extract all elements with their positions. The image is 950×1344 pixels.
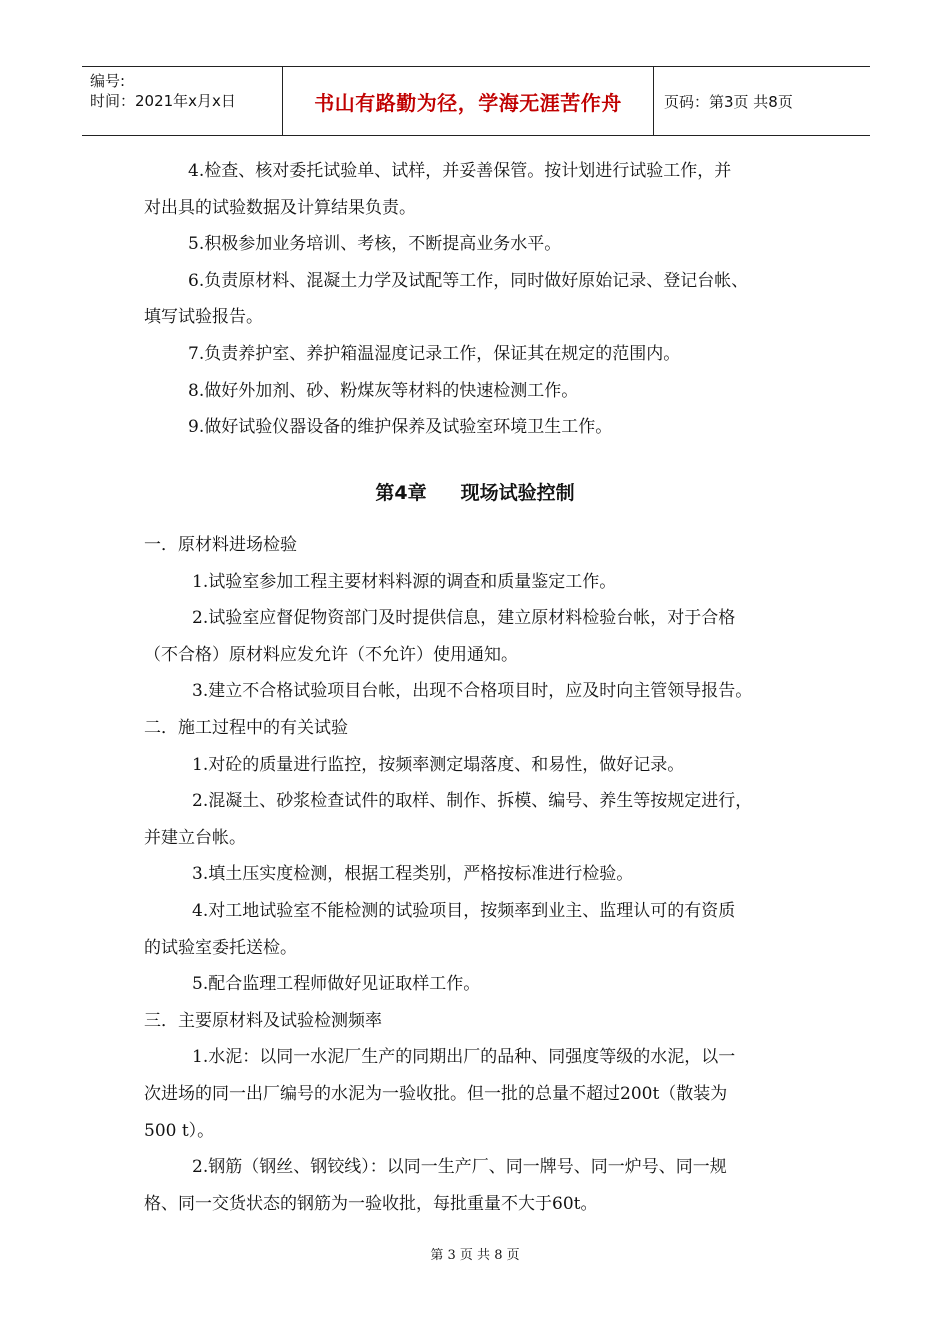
paragraph-line: 4.对工地试验室不能检测的试验项目，按频率到业主、监理认可的有资质: [192, 900, 736, 921]
heading-or-continuation-line: （不合格）原材料应发允许（不允许）使用通知。: [144, 644, 518, 665]
header-page-info: 页码：第3页 共8页: [664, 92, 793, 111]
header-date: 时间：2021年x月x日: [90, 92, 236, 110]
paragraph-line: 1.水泥：以同一水泥厂生产的同期出厂的品种、同强度等级的水泥，以一: [192, 1047, 736, 1068]
chapter-name: 现场试验控制: [460, 482, 575, 504]
paragraph-line: 5.配合监理工程师做好见证取样工作。: [192, 974, 481, 995]
paragraph-line: 2.试验室应督促物资部门及时提供信息，建立原材料检验台帐，对于合格: [192, 608, 736, 629]
heading-or-continuation-line: 并建立台帐。: [144, 827, 246, 848]
paragraph-line: 2.混凝土、砂浆检查试件的取样、制作、拆模、编号、养生等按规定进行，: [192, 791, 753, 812]
section-duties: [144, 153, 824, 446]
paragraph-line: 对出具的试验数据及计算结果负责。: [144, 197, 416, 218]
section-site-testing: [144, 527, 824, 1222]
chapter-title: [0, 478, 950, 505]
heading-or-continuation-line: 500 t）。: [144, 1120, 215, 1141]
heading-or-continuation-line: 一．原材料进场检验: [144, 535, 297, 555]
paragraph-line: 6.负责原材料、混凝土力学及试配等工作，同时做好原始记录、登记台帐、: [188, 270, 749, 291]
heading-or-continuation-line: 次进场的同一出厂编号的水泥为一验收批。但一批的总量不超过200t（散装为: [144, 1083, 728, 1104]
paragraph-line: 3.填土压实度检测，根据工程类别，严格按标准进行检验。: [192, 864, 634, 885]
paragraph-line: 填写试验报告。: [144, 307, 263, 328]
chapter-number: 第4章: [375, 482, 427, 504]
heading-or-continuation-line: 格、同一交货状态的钢筋为一验收批，每批重量不大于60t。: [144, 1193, 598, 1214]
paragraph-line: 2.钢筋（钢丝、钢铰线）：以同一生产厂、同一牌号、同一炉号、同一规: [192, 1157, 727, 1178]
paragraph-line: 8.做好外加剂、砂、粉煤灰等材料的快速检测工作。: [188, 380, 579, 401]
paragraph-line: 5.积极参加业务培训、考核，不断提高业务水平。: [188, 234, 562, 255]
header-code: 编号:: [90, 72, 126, 90]
heading-or-continuation-line: 三．主要原材料及试验检测频率: [144, 1010, 382, 1031]
heading-or-continuation-line: 的试验室委托送检。: [144, 937, 297, 958]
page-header: [82, 66, 870, 136]
paragraph-line: 9.做好试验仪器设备的维护保养及试验室环境卫生工作。: [188, 417, 613, 438]
paragraph-line: 1.试验室参加工程主要材料料源的调查和质量鉴定工作。: [192, 571, 617, 592]
header-meta: [82, 67, 282, 135]
paragraph-line: 7.负责养护室、养护箱温湿度记录工作，保证其在规定的范围内。: [188, 343, 681, 364]
header-motto: 书山有路勤为径，学海无涯苦作舟: [282, 67, 654, 135]
page-footer: 第 3 页 共 8 页: [430, 1248, 520, 1263]
paragraph-line: 3.建立不合格试验项目台帐，出现不合格项目时，应及时向主管领导报告。: [192, 681, 753, 702]
paragraph-line: 4.检查、核对委托试验单、试样，并妥善保管。按计划进行试验工作，并: [188, 161, 732, 181]
heading-or-continuation-line: 二．施工过程中的有关试验: [144, 717, 348, 738]
paragraph-line: 1.对砼的质量进行监控，按频率测定塌落度、和易性，做好记录。: [192, 754, 685, 775]
